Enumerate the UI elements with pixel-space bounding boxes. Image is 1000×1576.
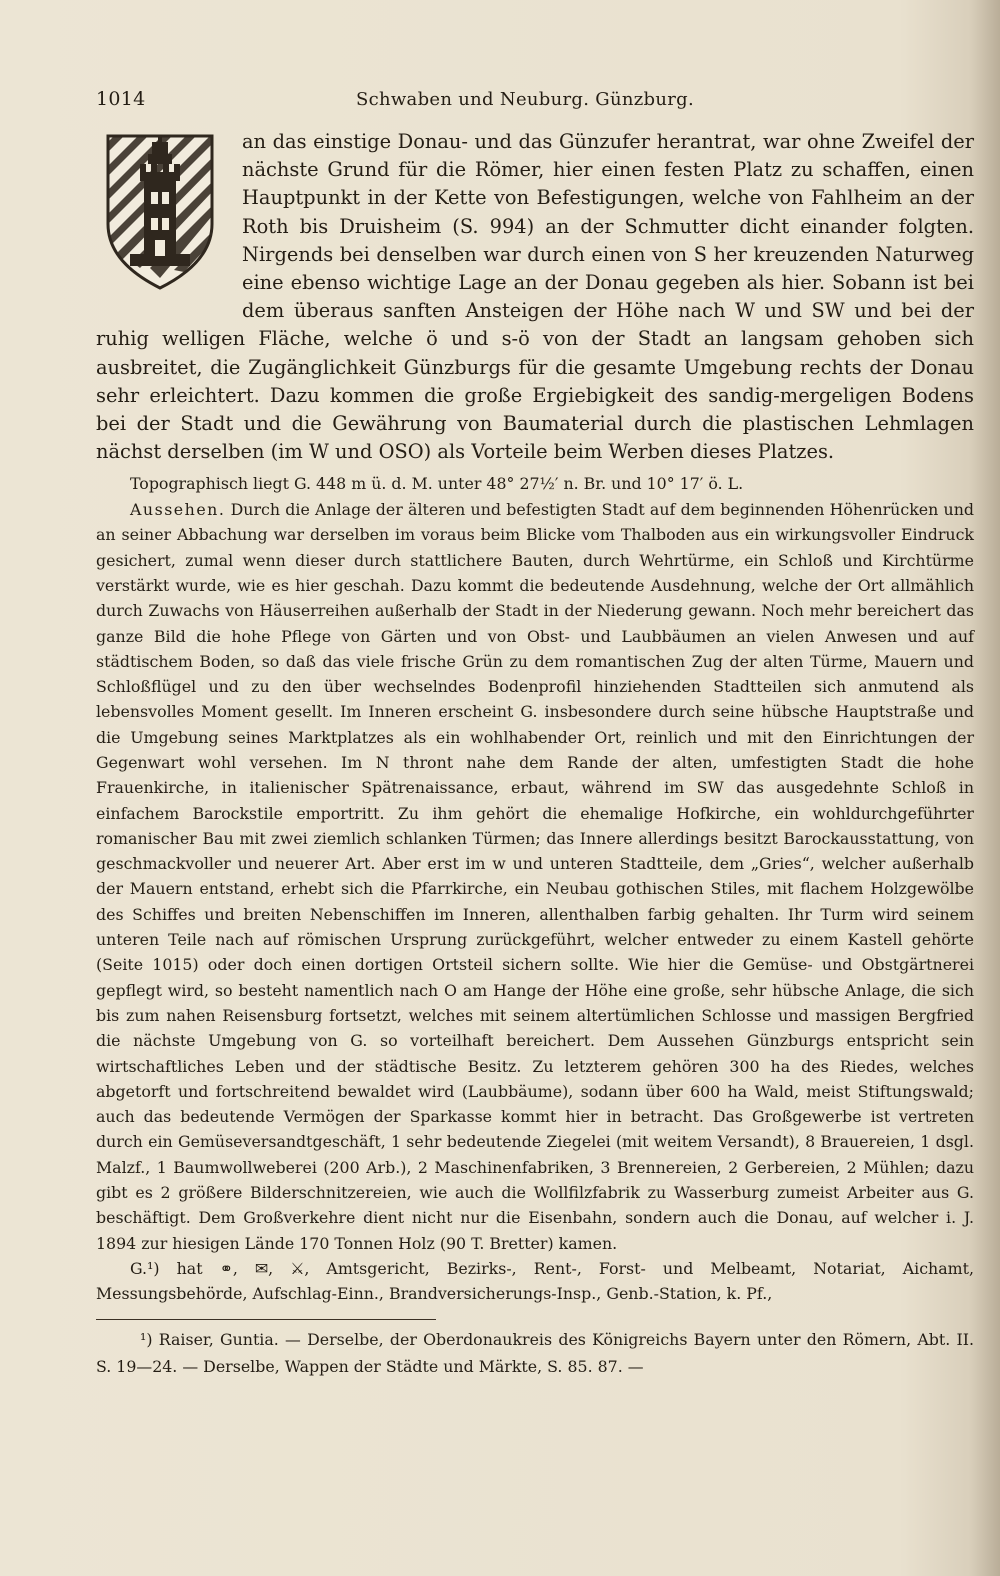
offices-paragraph: G.¹) hat ⚭, ✉, ⚔, Amtsgericht, Bezirks-, Rent-, Forst- und Melbeamt, Notariat, Aichamt, Messungsbehörde, Aufschlag-Einn., Brandversicherungs-Insp., Genb.-Station, k. Pf., — [96, 1258, 974, 1304]
aussehen-text: Durch die Anlage der älteren und befestigten Stadt auf dem beginnenden Höhenrücken und an seiner Abbachung war derselben im voraus beim Blicke vom Thalboden aus ein wirkungsvoller Eindruck gesichert, zumal wenn dieser durch stattlichere Bauten, durch Wehrtürme, ein Schloß und Kirchtürme verstärkt wurde, wie es hier geschah. Dazu kommt die bedeutende Ausdehnung, welche der Ort allmählich durch Zuwachs von Häuserreihen außerhalb der Stadt in der Niederung gewann. Noch mehr bereichert das ganze Bild die hohe Pflege von Gärten und von Obst- und Laubbäumen an vielen Anwesen und auf städtischem Boden, so daß das viele frische Grün zu dem romantischen Zug der alten Türme, Mauern und Schloßflügel und zu den über wechselndes Bodenprofil hinziehenden Stadtteilen sich anmutend als lebensvolles Moment gesellt. Im Inneren erscheint G. insbesondere durch seine hübsche Hauptstraße und die Umgebung seines Marktplatzes als ein wohlhabender Ort, reinlich und mit den Einrichtungen der Gegenwart wohl versehen. Im N thront nahe dem Rande der alten, umfestigten Stadt die hohe Frauenkirche, in italienischer Spätrenaissance, erbaut, während im SW das ausgedehnte Schloß in einfachem Barockstile emportritt. Zu ihm gehört die ehemalige Hofkirche, ein wohldurchgeführter romanischer Bau mit zwei ziemlich schlanken Türmen; das Innere allerdings besitzt Barockausstattung, von geschmackvoller und neuerer Art. Aber erst im w und unteren Stadtteile, dem „Gries“, welcher außerhalb der Mauern entstand, erhebt sich die Pfarrkirche, ein Neubau gothischen Stiles, mit flachem Holzgewölbe des Schiffes und breiten Nebenschiffen im Inneren, allenthalben farbig gehalten. Ihr Turm wird seinem unteren Teile nach auf römischen Ursprung zurückgeführt, welcher entweder zu einem Kastell gehörte (Seite 1015) oder doch einen dortigen Ortsteil sichern sollte. Wie hier die Gemüse- und Obstgärtnerei gepflegt wird, so besteht namentlich nach O am Hange der Höhe eine große, sehr hübsche Anlage, die sich bis zum nahen Reisensburg fortsetzt, welches mit seinem altertümlichen Schlosse und massigen Bergfried die nächste Umgebung von G. so vorteilhaft bereichert. Dem Aussehen Günzburgs entspricht sein wirtschaftliches Leben und der städtische Besitz. Zu letzterem gehören 300 ha des Riedes, welches abgetorft und fortschreitend bewaldet wird (Laubbäume), sodann über 600 ha Wald, meist Stiftungswald; auch das bedeutende Vermögen der Sparkasse kommt hier in betracht. Das Großgewerbe ist vertreten durch ein Gemüseversandtgeschäft, 1 sehr bedeutende Ziegelei (mit weitem Versandt), 8 Brauereien, 1 dsgl. Malzf., 1 Baumwollweberei (200 Arb.), 2 Maschinenfabriken, 3 Brennereien, 2 Gerbereien, 2 Mühlen; dazu gibt es 2 größere Bilderschnitzereien, wie auch die Wollfilzfabrik zu Wasserburg zumeist Arbeiter aus G. beschäftigt. Dem Großverkehre dient nicht nur die Eisenbahn, sondern auch die Donau, auf welcher i. J. 1894 zur hiesigen Lände 170 Tonnen Holz (90 T. Bretter) kamen. — [96, 500, 974, 1253]
running-title: Schwaben und Neuburg. Günzburg. — [355, 89, 694, 110]
footnote: ¹) Raiser, Guntia. — Derselbe, der Oberdonaukreis des Königreichs Bayern unter den Römern, Abt. II. S. 19—24. — Derselbe, Wappen der Städte und Märkte, S. 85. 87. — — [96, 1329, 974, 1376]
footnote-divider — [96, 1319, 436, 1320]
aussehen-paragraph — [96, 497, 974, 1256]
page-number: 1014 — [96, 88, 146, 110]
intro-paragraph: an das einstige Donau- und das Günzufer herantrat, war ohne Zweifel der nächste Grund für die Römer, hier einen festen Platz zu schaffen, einen Hauptpunkt in der Kette von Befestigungen, welche von Fahlheim an der Roth bis Druisheim (S. 994) an der Schmutter dicht einander folgten. Nirgends bei denselben war durch einen von S her kreuzenden Naturweg eine ebenso wichtige Lage an der Donau gegeben als hier. Sobann ist bei dem überaus sanften Ansteigen der Höhe nach W und SW und bei der ruhig welligen Fläche, welche ö und s-ö von der Stadt an langsam gehoben sich ausbreitet, die Zugänglichkeit Günzburgs für die gesamte Umgebung rechts der Donau sehr erleichtert. Dazu kommen die große Ergiebigkeit des sandig-mergeligen Bodens bei der Stadt und die Gewährung von Baumaterial durch die plastischen Lehmlagen nächst derselben (im W und OSO) als Vorteile beim Werben dieses Platzes. — [96, 130, 974, 464]
topography-line: Topographisch liegt G. 448 m ü. d. M. unter 48° 27½′ n. Br. und 10° 17′ ö. L. — [130, 474, 744, 494]
running-head — [96, 88, 974, 110]
coat-of-arms-icon — [104, 132, 216, 292]
aussehen-heading: Aussehen. — [130, 500, 226, 520]
